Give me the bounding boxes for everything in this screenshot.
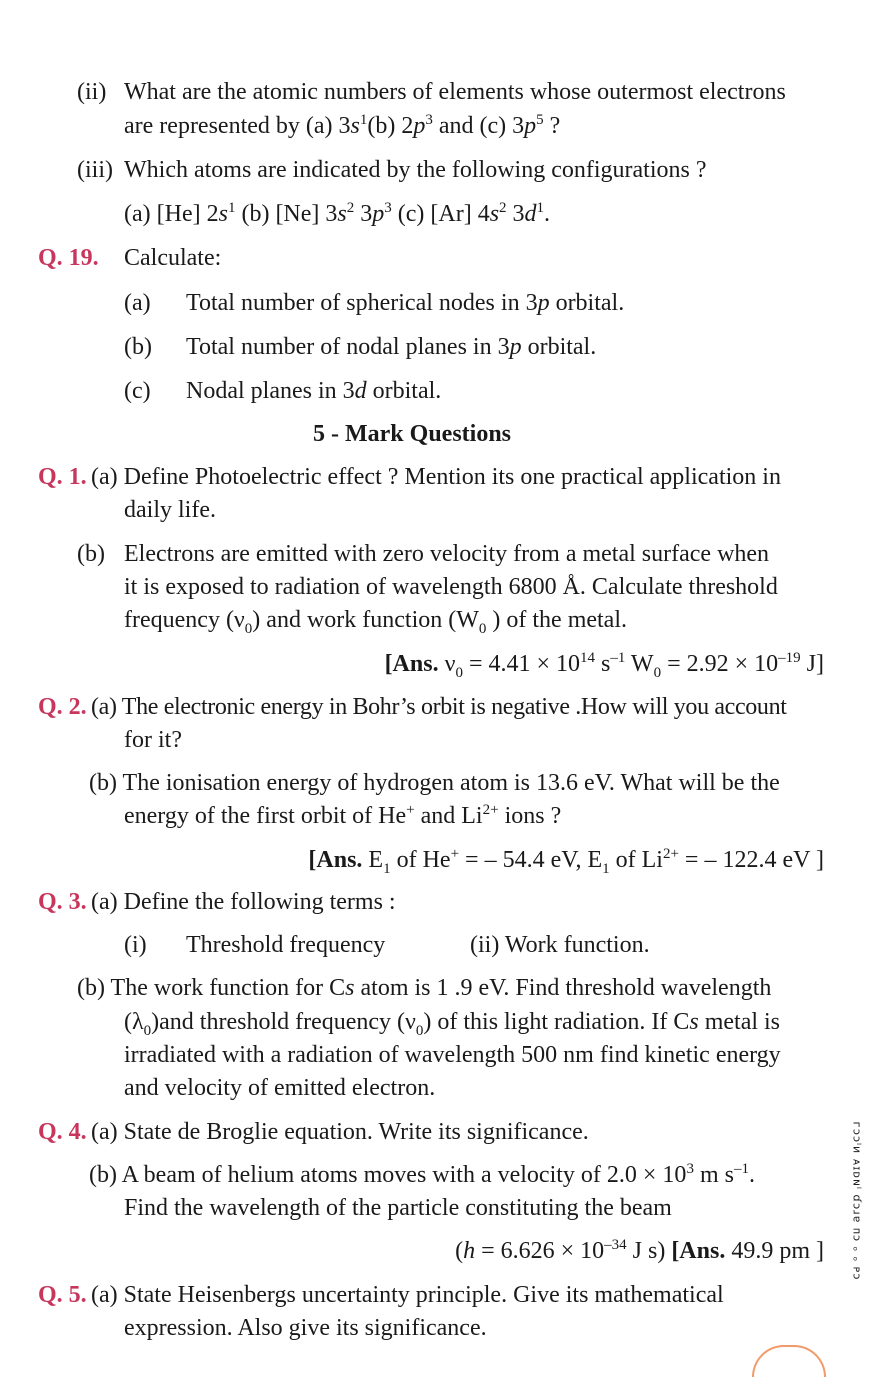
q2-a-line1: (a) The electronic energy in Bohr’s orbit is negative .How will you account — [91, 694, 787, 720]
section-heading: 5 - Mark Questions — [313, 421, 511, 447]
q19-item-b-text: Total number of nodal planes in 3p orbital. — [186, 334, 597, 360]
q1-label: Q. 1. — [38, 464, 87, 490]
q3-a-i-text: Threshold frequency — [186, 932, 386, 958]
q1-a-line1: (a) Define Photoelectric effect ? Mention its one practical application in — [91, 464, 781, 490]
side-vertical-text: ᴦᴐᴐᴵᴎ ᴀɪᴅɴᴵ ɗᴐɹɐ ᴨᴐ ₒ ₒ ᴩᴐ — [850, 1121, 864, 1281]
q19-item-c-number: (c) — [124, 378, 151, 404]
q18-iii-line1: Which atoms are indicated by the following configurations ? — [124, 157, 707, 183]
q18-iii-number: (iii) — [77, 157, 113, 183]
q18-ii-line1: What are the atomic numbers of elements whose outermost electrons — [124, 79, 786, 105]
q3-b-line1: (b) The work function for Cs atom is 1 .9 eV. Find threshold wavelength — [77, 975, 772, 1001]
q19-item-b-number: (b) — [124, 334, 152, 360]
q3-b-line2: $(\lambda_0)and$ threshold frequency $(\nu_0)$ of this light radiation. If Cs metal is — [124, 1009, 781, 1039]
q1-a-line2: daily life. — [124, 497, 216, 523]
q1-answer: [Ans. $\nu_0 = 4.41 \times 10^{14}$ $s^{-1}$ $W_0 = 2.92 \times 10^{-19}$ J] — [384, 650, 824, 681]
q18-iii-configurations: (a) [He] $2s^1$ (b) [Ne] $3s^2$ $3p^3$ (c) [Ar] $4s^2$ $3d^1$. — [124, 200, 551, 227]
q4-b-line2: Find the wavelength of the particle constituting the beam — [124, 1195, 672, 1221]
q19-item-c-text: Nodal planes in 3d orbital. — [186, 378, 442, 404]
q3-a-i-number: (i) — [124, 932, 147, 958]
page-corner-decoration — [752, 1345, 826, 1377]
q18-ii-number: (ii) — [77, 79, 107, 105]
q5-a-line1: (a) State Heisenbergs uncertainty principle. Give its mathematical — [91, 1282, 724, 1308]
q5-a-line2: expression. Also give its significance. — [124, 1315, 487, 1341]
q19-label: Q. 19. — [38, 245, 99, 271]
q19-item-a-text: Total number of spherical nodes in 3p orbital. — [186, 290, 625, 316]
q3-a-line1: (a) Define the following terms : — [91, 889, 396, 915]
q4-answer: ($h = 6.626 \times 10^{-34}$ J s) [Ans. 49.9 pm ] — [455, 1237, 824, 1264]
q2-label: Q. 2. — [38, 694, 87, 720]
q3-b-line3: irradiated with a radiation of wavelength 500 nm find kinetic energy — [124, 1042, 781, 1068]
q1-b-line1: Electrons are emitted with zero velocity from a metal surface when — [124, 541, 770, 567]
q1-b-number: (b) — [77, 541, 105, 567]
q2-answer: [Ans. $E_1$ of He+ = – 54.4 eV, $E_1$ of $Li^{2+}$ = – 122.4 eV ] — [308, 846, 824, 877]
q2-b-line2: energy of the first orbit of He+ and $Li^{2+}$ ions ? — [124, 802, 562, 829]
q4-a-line1: (a) State de Broglie equation. Write its significance. — [91, 1119, 589, 1145]
q5-label: Q. 5. — [38, 1282, 87, 1308]
q4-label: Q. 4. — [38, 1119, 87, 1145]
q19-text: Calculate: — [124, 245, 222, 271]
q4-b-line1: (b) A beam of helium atoms moves with a velocity of $2.0 \times 10^3$ m $s^{-1}$. — [89, 1161, 755, 1188]
q3-b-line4: and velocity of emitted electron. — [124, 1075, 436, 1101]
q3-label: Q. 3. — [38, 889, 87, 915]
q1-b-line2: it is exposed to radiation of wavelength 6800 Å. Calculate threshold — [124, 574, 778, 600]
q19-item-a-number: (a) — [124, 290, 151, 316]
q1-b-line3: frequency $(\nu_0)$ and work function ($W_0$ ) of the metal. — [124, 607, 628, 637]
q3-a-ii-text: (ii) Work function. — [470, 932, 650, 958]
q18-ii-line2: are represented by (a) $3s^1(b)$ $2p^3$ and (c) $3p^5$ ? — [124, 112, 561, 139]
q2-b-line1: (b) The ionisation energy of hydrogen atom is 13.6 eV. What will be the — [89, 770, 780, 796]
q2-a-line2: for it? — [124, 727, 182, 753]
